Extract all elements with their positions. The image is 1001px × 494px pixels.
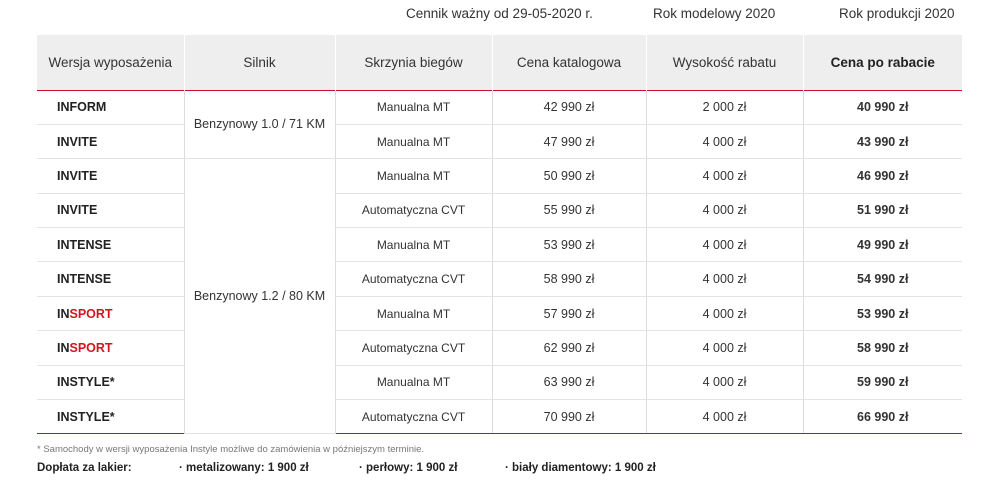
final-price-cell: 54 990 zł (803, 262, 962, 296)
production-year-text: Rok produkcji 2020 (839, 6, 955, 21)
surcharge-pearl: · perłowy: 1 900 zł (359, 462, 458, 474)
table-row (37, 228, 962, 262)
version-cell (37, 228, 184, 262)
footnote: * Samochody w wersji wyposażenia Instyle możliwe do zamówienia w późniejszym terminie. (37, 444, 425, 455)
surcharge-metallic: · metalizowany: 1 900 zł (179, 462, 309, 474)
surcharge-diamond-white: · biały diamentowy: 1 900 zł (505, 462, 656, 474)
gearbox-cell: Automatyczna CVT (335, 193, 492, 227)
version-cell (37, 365, 184, 399)
discount-cell: 4 000 zł (646, 400, 803, 434)
discount-cell: 4 000 zł (646, 296, 803, 330)
catalog-price-cell: 53 990 zł (492, 228, 646, 262)
version-name: INTENSE (57, 272, 112, 287)
price-table (37, 35, 962, 434)
discount-cell: 4 000 zł (646, 159, 803, 193)
engine-cell: Benzynowy 1.0 / 71 KM (184, 90, 335, 159)
table-row (37, 262, 962, 296)
gearbox-cell: Automatyczna CVT (335, 262, 492, 296)
engine-cell: Benzynowy 1.2 / 80 KM (184, 159, 335, 434)
version-name: INVITE (57, 168, 98, 183)
col-header-engine: Silnik (184, 35, 335, 90)
price-list-meta (0, 4, 1001, 24)
final-price-cell: 46 990 zł (803, 159, 962, 193)
final-price-cell: 49 990 zł (803, 228, 962, 262)
gearbox-cell: Manualna MT (335, 296, 492, 330)
table-row (37, 124, 962, 158)
version-cell (37, 331, 184, 365)
version-cell (37, 124, 184, 158)
col-header-catalog-price: Cena katalogowa (492, 35, 646, 90)
version-name: INVITE (57, 203, 98, 218)
col-header-gearbox: Skrzynia biegów (335, 35, 492, 90)
gearbox-cell: Manualna MT (335, 228, 492, 262)
paint-surcharge (37, 462, 967, 478)
version-cell (37, 159, 184, 193)
final-price-cell: 53 990 zł (803, 296, 962, 330)
version-cell (37, 262, 184, 296)
discount-cell: 4 000 zł (646, 228, 803, 262)
discount-cell: 4 000 zł (646, 124, 803, 158)
catalog-price-cell: 50 990 zł (492, 159, 646, 193)
gearbox-cell: Manualna MT (335, 90, 492, 124)
table-row (37, 400, 962, 434)
catalog-price-cell: 57 990 zł (492, 296, 646, 330)
version-cell (37, 90, 184, 124)
version-name: IN (57, 306, 70, 321)
gearbox-cell: Manualna MT (335, 124, 492, 158)
table-header-row (37, 35, 962, 90)
version-name: INVITE (57, 134, 98, 149)
table-row (37, 193, 962, 227)
version-cell (37, 400, 184, 434)
gearbox-cell: Manualna MT (335, 365, 492, 399)
model-year-text: Rok modelowy 2020 (653, 6, 776, 21)
discount-cell: 4 000 zł (646, 193, 803, 227)
version-accent: SPORT (69, 306, 113, 321)
version-name: IN (57, 340, 70, 355)
version-cell (37, 193, 184, 227)
catalog-price-cell: 58 990 zł (492, 262, 646, 296)
valid-from-text: Cennik ważny od 29-05-2020 r. (406, 6, 593, 21)
catalog-price-cell: 63 990 zł (492, 365, 646, 399)
final-price-cell: 40 990 zł (803, 90, 962, 124)
final-price-cell: 58 990 zł (803, 331, 962, 365)
version-accent: SPORT (69, 340, 113, 355)
col-header-final-price: Cena po rabacie (803, 35, 962, 90)
discount-cell: 4 000 zł (646, 365, 803, 399)
gearbox-cell: Automatyczna CVT (335, 400, 492, 434)
final-price-cell: 66 990 zł (803, 400, 962, 434)
catalog-price-cell: 55 990 zł (492, 193, 646, 227)
gearbox-cell: Manualna MT (335, 159, 492, 193)
version-name: INTENSE (57, 237, 112, 252)
discount-cell: 4 000 zł (646, 262, 803, 296)
catalog-price-cell: 70 990 zł (492, 400, 646, 434)
catalog-price-cell: 42 990 zł (492, 90, 646, 124)
col-header-discount: Wysokość rabatu (646, 35, 803, 90)
table-row (37, 159, 962, 193)
version-cell (37, 296, 184, 330)
table-row (37, 365, 962, 399)
version-name: INFORM (57, 100, 107, 115)
discount-cell: 4 000 zł (646, 331, 803, 365)
gearbox-cell: Automatyczna CVT (335, 331, 492, 365)
final-price-cell: 51 990 zł (803, 193, 962, 227)
version-name: INSTYLE* (57, 409, 115, 424)
table-row (37, 331, 962, 365)
version-name: INSTYLE* (57, 375, 115, 390)
table-row (37, 90, 962, 124)
catalog-price-cell: 47 990 zł (492, 124, 646, 158)
col-header-version: Wersja wyposażenia (37, 35, 184, 90)
final-price-cell: 59 990 zł (803, 365, 962, 399)
table-row (37, 296, 962, 330)
discount-cell: 2 000 zł (646, 90, 803, 124)
catalog-price-cell: 62 990 zł (492, 331, 646, 365)
surcharge-label: Dopłata za lakier: (37, 462, 132, 474)
final-price-cell: 43 990 zł (803, 124, 962, 158)
